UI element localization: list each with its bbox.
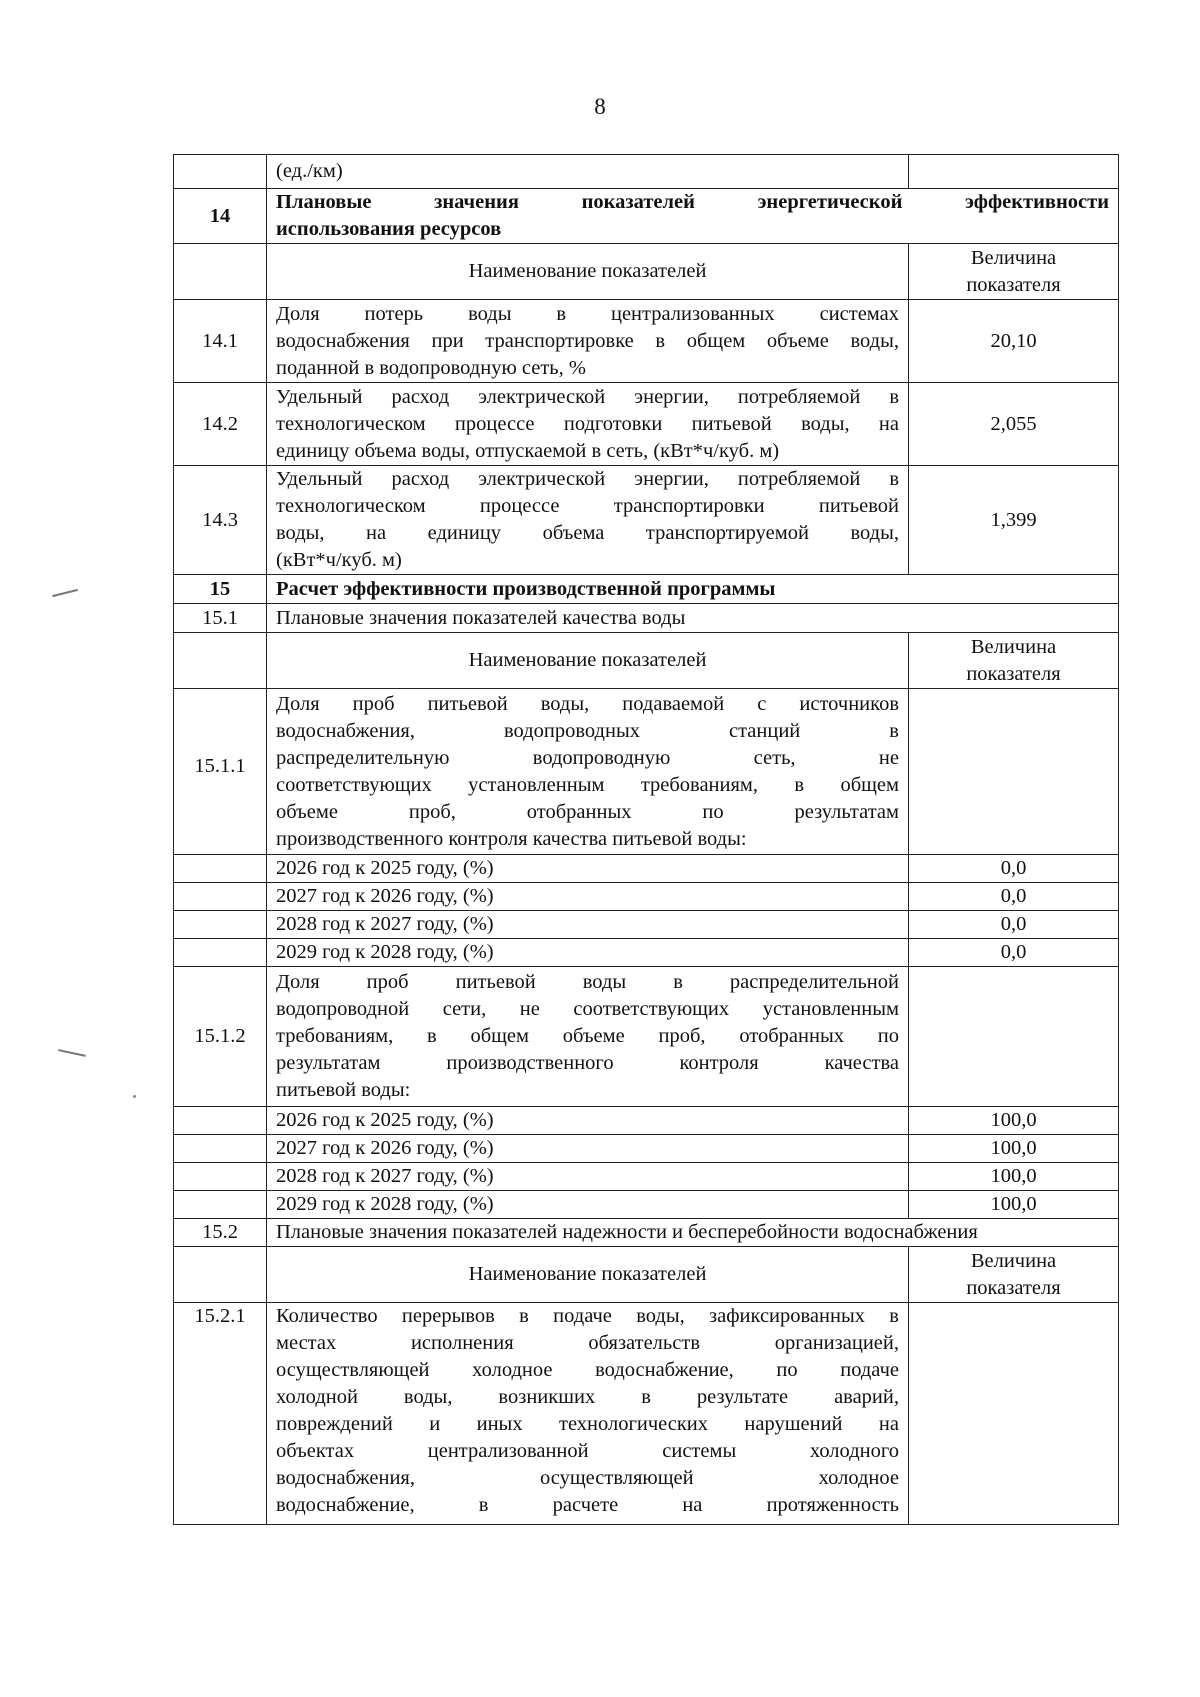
- year-label: 2027 год к 2026 году, (%): [267, 1135, 909, 1163]
- subsection-row: [174, 1219, 1119, 1247]
- year-label: 2028 год к 2027 году, (%): [267, 911, 909, 939]
- page-number: 8: [594, 94, 606, 119]
- year-row: [174, 855, 1119, 883]
- table-row: [174, 689, 1119, 855]
- header-name: Наименование показателей: [267, 1247, 909, 1303]
- header-name: Наименование показателей: [267, 244, 909, 300]
- row-number: 14.1: [174, 300, 267, 383]
- row-name: Количество перерывов в подаче воды, зафиксированных в местах исполнения обязательств организацией, осуществляющей холодное водоснабжение, по подаче холодной воды, возникших в результате аварий, повреждений и иных технологических нарушений на объектах централизованной системы холодного водоснабжения, осуществляющей холодное водоснабжение, в расчете на протяженность: [267, 1303, 909, 1525]
- year-value: 100,0: [909, 1191, 1119, 1219]
- year-value: 0,0: [909, 855, 1119, 883]
- year-label: 2028 год к 2027 году, (%): [267, 1163, 909, 1191]
- year-row: [174, 1191, 1119, 1219]
- year-label: 2026 год к 2025 году, (%): [267, 855, 909, 883]
- value-cell: [909, 1303, 1119, 1525]
- num-cell: [174, 244, 267, 300]
- value-cell: [909, 155, 1119, 189]
- row-name: Удельный расход электрической энергии, потребляемой в технологическом процессе транспортировки питьевой воды, на единицу объема транспортируемой воды, (кВт*ч/куб. м): [267, 466, 909, 575]
- header-value: Величина показателя: [909, 1247, 1119, 1303]
- year-row: [174, 1163, 1119, 1191]
- num-cell: [174, 1247, 267, 1303]
- value-cell: [909, 689, 1119, 855]
- table-row: [174, 300, 1119, 383]
- row-number: 15.2.1: [174, 1303, 267, 1525]
- value-cell: [909, 967, 1119, 1107]
- year-value: 100,0: [909, 1163, 1119, 1191]
- row-number: 15.1.2: [174, 967, 267, 1107]
- section-15-row: [174, 575, 1119, 604]
- section-title-line-1: Плановые значения показателей энергетической эффективности: [276, 191, 1110, 213]
- scan-dot: [133, 1095, 136, 1098]
- indicators-table: [173, 154, 1119, 1525]
- num-cell: [174, 633, 267, 689]
- header-value: Величина показателя: [909, 633, 1119, 689]
- year-row: [174, 883, 1119, 911]
- row-name: Удельный расход электрической энергии, потребляемой в технологическом процессе подготовки питьевой воды, на единицу объема воды, отпускаемой в сеть, (кВт*ч/куб. м): [267, 383, 909, 466]
- row-number: 15.1.1: [174, 689, 267, 855]
- table-row: [174, 967, 1119, 1107]
- year-row: [174, 911, 1119, 939]
- table-row: [174, 383, 1119, 466]
- subsection-title: Плановые значения показателей качества воды: [267, 604, 1119, 633]
- table-row: [174, 155, 1119, 189]
- row-name: Доля проб питьевой воды в распределительной водопроводной сети, не соответствующих установленным требованиям, в общем объеме проб, отобранных по результатам производственного контроля качества питьевой воды:: [267, 967, 909, 1107]
- subsection-number: 15.1: [174, 604, 267, 633]
- row-value: 20,10: [909, 300, 1119, 383]
- row-value: 2,055: [909, 383, 1119, 466]
- year-label: 2027 год к 2026 году, (%): [267, 883, 909, 911]
- year-value: 0,0: [909, 939, 1119, 967]
- table-row: [174, 1303, 1119, 1525]
- row-value: 1,399: [909, 466, 1119, 575]
- table-row: [174, 466, 1119, 575]
- num-cell: [174, 155, 267, 189]
- section-number: 14: [174, 189, 267, 244]
- year-value: 0,0: [909, 883, 1119, 911]
- year-row: [174, 939, 1119, 967]
- section-title-line-2: использования ресурсов: [276, 218, 502, 240]
- section-title: Расчет эффективности производственной программы: [267, 575, 1119, 604]
- scan-mark-2: [58, 1049, 86, 1056]
- subsection-row: [174, 604, 1119, 633]
- header-row: [174, 633, 1119, 689]
- year-row: [174, 1135, 1119, 1163]
- subsection-number: 15.2: [174, 1219, 267, 1247]
- year-row: [174, 1107, 1119, 1135]
- scan-mark-1: [52, 589, 78, 597]
- row-number: 14.3: [174, 466, 267, 575]
- year-label: 2029 год к 2028 году, (%): [267, 1191, 909, 1219]
- row-name: Доля проб питьевой воды, подаваемой с источников водоснабжения, водопроводных станций в распределительную водопроводную сеть, не соответствующих установленным требованиям, в общем объеме проб, отобранных по результатам производственного контроля качества питьевой воды:: [267, 689, 909, 855]
- subsection-title: Плановые значения показателей надежности и бесперебойности водоснабжения: [267, 1219, 1119, 1247]
- header-row: [174, 244, 1119, 300]
- row-name: Доля потерь воды в централизованных системах водоснабжения при транспортировке в общем объеме воды, поданной в водопроводную сеть, %: [267, 300, 909, 383]
- row-number: 14.2: [174, 383, 267, 466]
- header-row: [174, 1247, 1119, 1303]
- header-name: Наименование показателей: [267, 633, 909, 689]
- section-number: 15: [174, 575, 267, 604]
- section-title: [267, 189, 1119, 244]
- header-value: Величина показателя: [909, 244, 1119, 300]
- year-label: 2029 год к 2028 году, (%): [267, 939, 909, 967]
- name-cell: (ед./км): [267, 155, 909, 189]
- year-value: 0,0: [909, 911, 1119, 939]
- year-label: 2026 год к 2025 году, (%): [267, 1107, 909, 1135]
- year-value: 100,0: [909, 1135, 1119, 1163]
- year-value: 100,0: [909, 1107, 1119, 1135]
- section-14-row: [174, 189, 1119, 244]
